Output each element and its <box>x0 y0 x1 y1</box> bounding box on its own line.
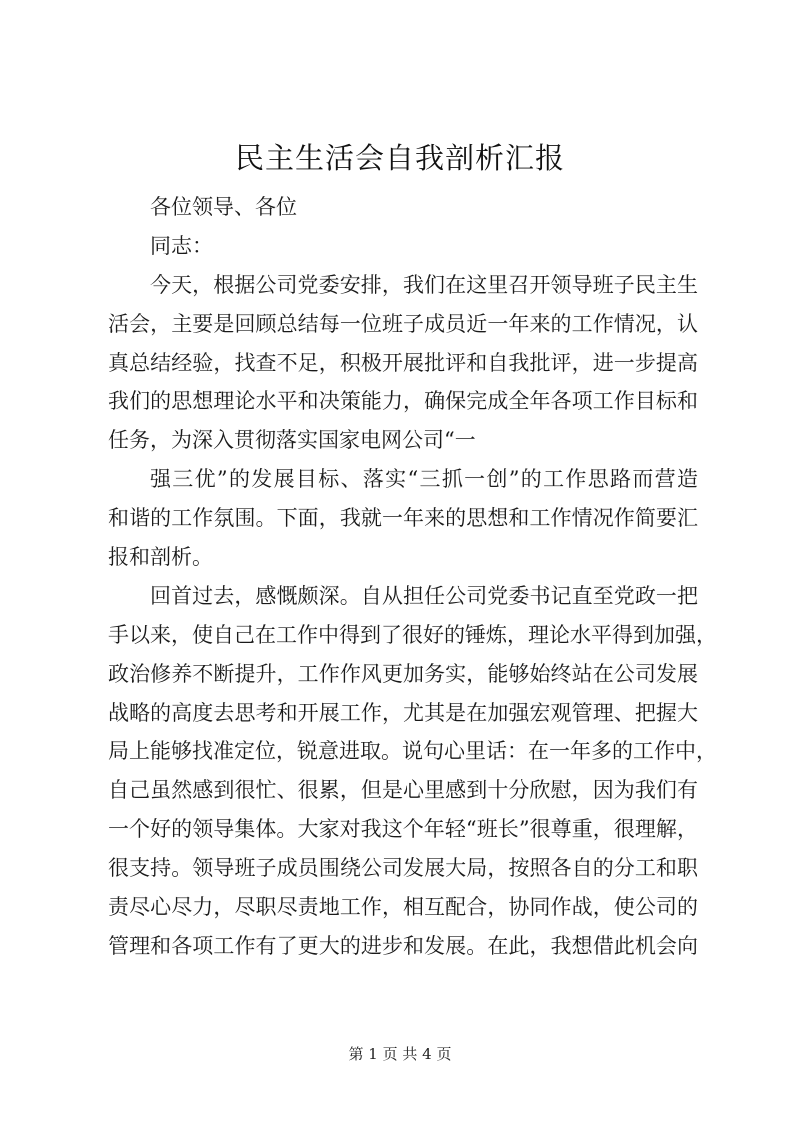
text-line: 政治修养不断提升，工作作风更加务实，能够始终站在公司发展 <box>108 661 698 686</box>
text-line: 自己虽然感到很忙、很累，但是心里感到十分欣慰，因为我们有 <box>108 778 698 803</box>
text-line: 今天，根据公司党委安排，我们在这里召开领导班子民主生 <box>150 272 698 297</box>
text-line: 管理和各项工作有了更大的进步和发展。在此，我想借此机会向 <box>108 933 698 958</box>
text-line: 局上能够找准定位，锐意进取。说句心里话：在一年多的工作中， <box>108 739 717 764</box>
text-line: 战略的高度去思考和开展工作，尤其是在加强宏观管理、把握大 <box>108 700 698 725</box>
document-body <box>108 188 717 966</box>
text-line: 活会，主要是回顾总结每一位班子成员近一年来的工作情况，认 <box>108 311 698 336</box>
text-line: 很支持。领导班子成员围绕公司发展大局，按照各自的分工和职 <box>108 856 698 881</box>
text-line: 任务，为深入贯彻落实国家电网公司“一 <box>108 428 476 453</box>
page-number-footer: 第 1 页 共 4 页 <box>348 1045 452 1063</box>
text-line: 报和剖析。 <box>108 545 213 570</box>
text-line: 责尽心尽力，尽职尽责地工作，相互配合，协同作战，使公司的 <box>108 895 698 920</box>
text-line: 真总结经验，找查不足，积极开展批评和自我批评，进一步提高 <box>108 350 698 375</box>
text-line: 手以来，使自己在工作中得到了很好的锤炼，理论水平得到加强， <box>108 622 717 647</box>
document-title: 民主生活会自我剖析汇报 <box>234 141 565 175</box>
text-line: 回首过去，感慨颇深。自从担任公司党委书记直至党政一把 <box>150 583 698 608</box>
text-line: 强三优”的发展目标、落实“三抓一创”的工作思路而营造 <box>150 467 698 492</box>
text-line: 同志： <box>150 233 213 258</box>
text-line: 和谐的工作氛围。下面，我就一年来的思想和工作情况作简要汇 <box>108 506 698 531</box>
text-line: 各位领导、各位 <box>150 195 297 219</box>
text-line: 一个好的领导集体。大家对我这个年轻“班长”很尊重，很理解， <box>108 817 698 842</box>
text-line: 我们的思想理论水平和决策能力，确保完成全年各项工作目标和 <box>108 389 698 414</box>
